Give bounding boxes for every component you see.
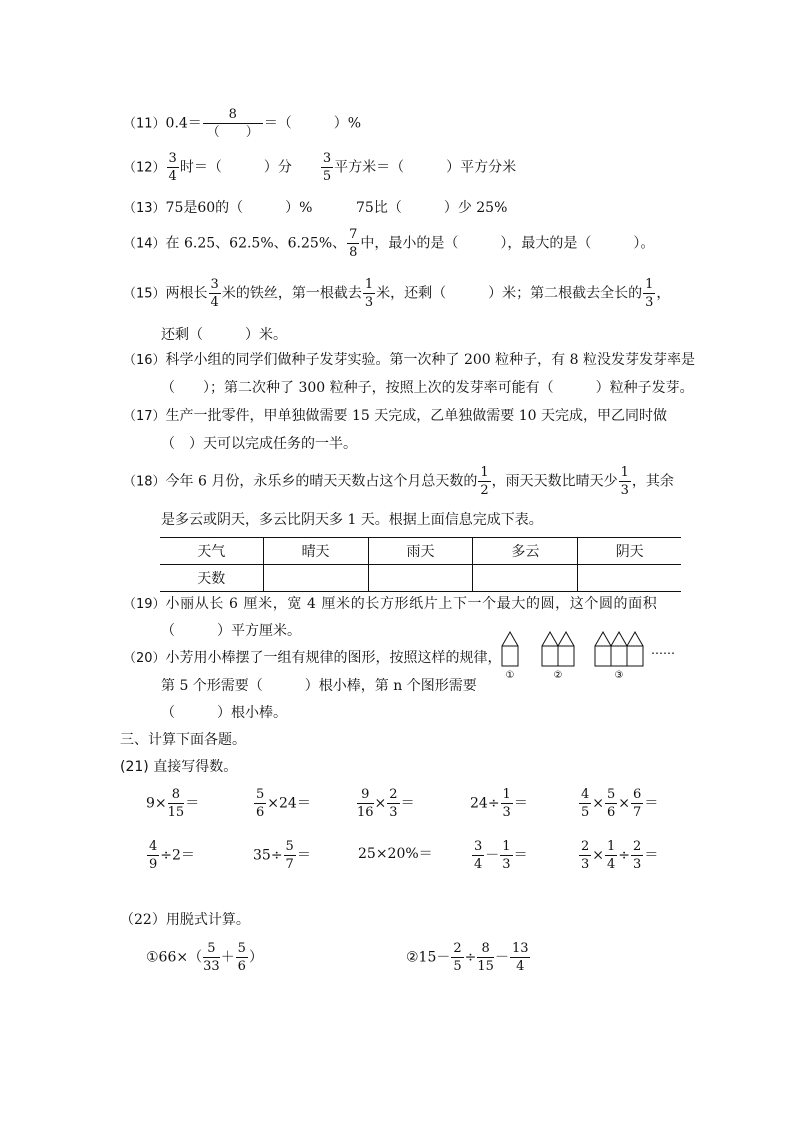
stick-pattern-figure [496, 626, 696, 682]
q11: （11）0.4＝ 8 （ ） ＝（ ）% [123, 107, 362, 140]
house-figure-1 [502, 632, 518, 666]
q16-line2: （ ）；第二次种了 300 粒种子，按照上次的发芽率可能有（ ）粒种子发芽。 [161, 380, 694, 396]
table-header-row [160, 538, 681, 565]
section-3-title: 三、计算下面各题。 [120, 732, 246, 748]
answer-cell[interactable] [473, 565, 578, 592]
fraction: $\frac{1}{2}$ [480, 465, 489, 498]
answer-cell[interactable] [368, 565, 473, 592]
expr: 24÷ $\frac{1}{3}$ ＝ [470, 787, 528, 820]
q17-line2: （ ）天可以完成任务的一半。 [161, 436, 357, 452]
expr: $\frac{4}{9}$ ÷2＝ [149, 839, 195, 872]
table-header-cell: 晴天 [263, 538, 368, 565]
ellipsis: …… [651, 643, 675, 657]
expr: $\frac{3}{4}$ － $\frac{1}{3}$ ＝ [474, 839, 528, 872]
fraction: $\frac{3}{4}$ [210, 277, 219, 310]
answer-cell[interactable] [578, 565, 681, 592]
expr: $\frac{5}{6}$ ×24＝ [256, 787, 311, 820]
table-header-cell: 雨天 [368, 538, 473, 565]
fraction: $\frac{3}{5}$ [322, 151, 332, 184]
q22-problem-2: ②15－ $\frac{2}{5}$ ÷ $\frac{8}{15}$ － $\frac{13}{4}$ [406, 941, 529, 974]
fraction: $\frac{7}{8}$ [349, 227, 358, 260]
q21-title: (21) 直接写得数。 [120, 759, 238, 775]
q16: （16）科学小组的同学们做种子发芽实验。第一次种了 200 粒种子，有 8 粒没发芽发芽率是 [123, 352, 695, 368]
q20-line3: （ ）根小棒。 [161, 705, 287, 721]
q18: （18）今年 6 月份，永乐乡的晴天天数占这个月总天数的 $\frac{1}{2}$ ，雨天天数比晴天少 $\frac{1}{3}$ ，其余 [123, 465, 674, 498]
q11-fraction: 8 （ ） [203, 108, 263, 139]
q20: （20）小芳用小棒摆了一组有规律的图形，按照这样的规律， [123, 650, 502, 666]
expr: $\frac{4}{5}$ × $\frac{5}{6}$ × $\frac{6}{7}$ ＝ [581, 787, 659, 820]
q15: （15）两根长 $\frac{3}{4}$ 米的铁丝，第一根截去 $\frac{1}{3}$ 米，还剩（ ）米；第二根截去全长的 $\frac{1}{3}$ ， [123, 277, 671, 310]
q22-problem-1: ①66×（ $\frac{5}{33}$ ＋ $\frac{5}{6}$ ） [146, 941, 263, 974]
q13: （13）75是60的（ ）% [123, 200, 313, 216]
q19-line2: （ ）平方厘米。 [161, 623, 301, 639]
fraction: $\frac{1}{3}$ [364, 277, 374, 310]
figure-label: ② [553, 670, 563, 681]
figure-label: ③ [614, 670, 624, 681]
table-header-cell: 多云 [473, 538, 578, 565]
expr: 35÷ $\frac{5}{7}$ ＝ [253, 839, 311, 872]
q15-line2: 还剩（ ）米。 [161, 327, 287, 343]
fraction: $\frac{1}{3}$ [620, 465, 629, 498]
figure-label: ① [505, 670, 515, 681]
house-figure-2 [542, 632, 574, 666]
fraction: $\frac{1}{3}$ [645, 277, 654, 310]
table-header-cell: 阴天 [578, 538, 681, 565]
row-label: 天数 [160, 565, 263, 592]
q20-line2: 第 5 个形需要（ ）根小棒，第 n 个图形需要 [161, 678, 477, 694]
q22-title: （22）用脱式计算。 [120, 912, 250, 928]
table-row [160, 565, 681, 592]
answer-cell[interactable] [263, 565, 368, 592]
q18-line2: 是多云或阴天，多云比阴天多 1 天。根据上面信息完成下表。 [161, 512, 543, 528]
fraction: $\frac{3}{4}$ [168, 151, 177, 184]
table-header-cell: 天气 [160, 538, 263, 565]
house-figure-3 [595, 632, 643, 666]
weather-table [160, 537, 681, 592]
expr: $\frac{9}{16}$ × $\frac{2}{3}$ ＝ [357, 787, 415, 820]
q14: （14）在 6.25、62.5%、6.25%、 $\frac{7}{8}$ 中，最小的是（ ），最大的是（ ）。 [123, 227, 655, 260]
expr: 25×20%＝ [358, 846, 433, 862]
expr: $\frac{2}{3}$ × $\frac{1}{4}$ ÷ $\frac{2}{3}$ ＝ [581, 839, 659, 872]
q12: （12） $\frac{3}{4}$ 时＝（ ）分 $\frac{3}{5}$ 平方米＝（ ）平方分米 [123, 151, 517, 184]
q13-b: 75比（ ）少 25% [356, 200, 508, 216]
q17: （17）生产一批零件，甲单独做需要 15 天完成，乙单独做需要 10 天完成，甲乙同时做 [123, 408, 667, 424]
expr: 9× $\frac{8}{15}$ ＝ [146, 787, 200, 820]
q19: （19）小丽从长 6 厘米，宽 4 厘米的长方形纸片上下一个最大的圆，这个圆的面积 [123, 596, 658, 612]
